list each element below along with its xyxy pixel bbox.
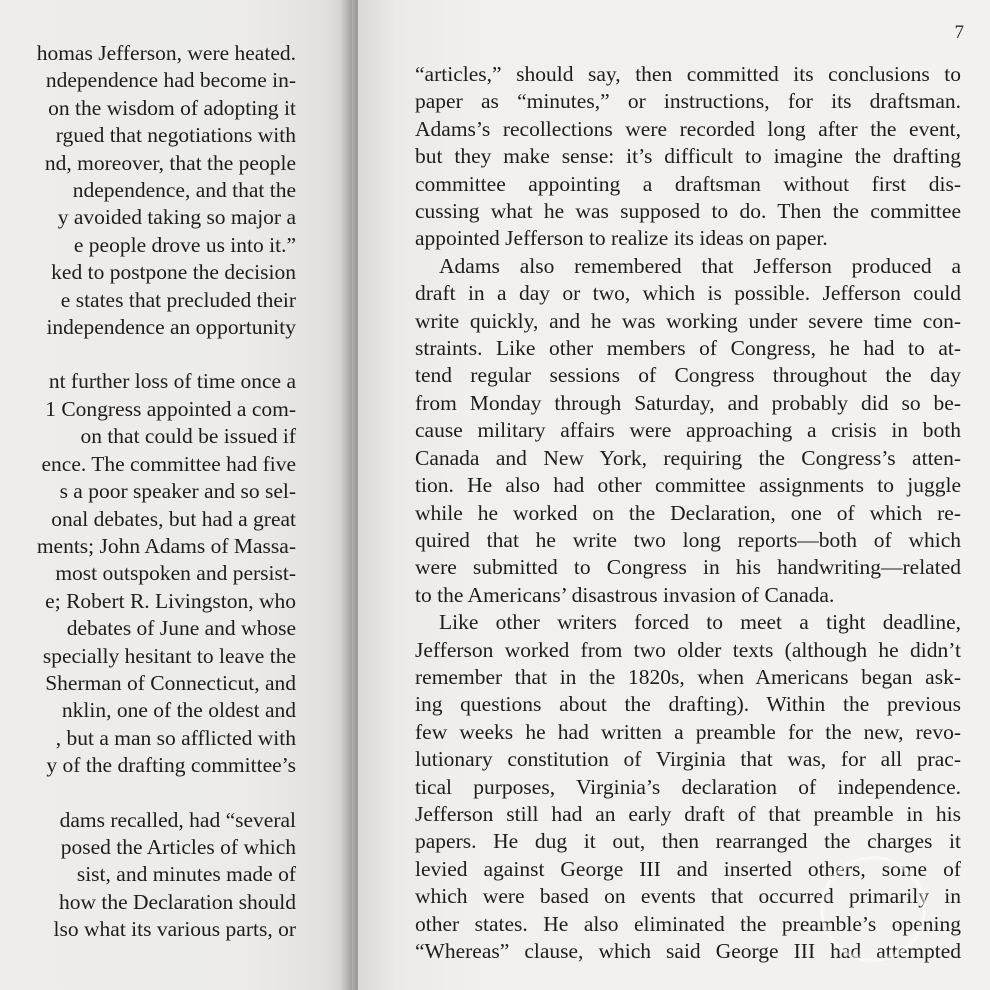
text-line: levied against George III and inserted others, some of <box>415 856 961 881</box>
text-line: posed the Articles of which <box>60 834 296 859</box>
text-line: dams recalled, had “several <box>59 807 296 832</box>
text-line: straints. Like other members of Congress, he had to at- <box>415 336 961 361</box>
text-line: most outspoken and persist- <box>55 561 296 586</box>
text-line: nt further loss of time once a <box>48 369 296 394</box>
text-line: independence an opportunity <box>46 315 296 340</box>
text-line: on that could be issued if <box>80 424 296 449</box>
text-line: ence. The committee had five <box>41 451 296 476</box>
text-line: from Monday through Saturday, and probably did so be- <box>415 390 961 415</box>
text-line: were submitted to Congress in his handwriting—related <box>415 555 961 580</box>
text-line: e people drove us into it.” <box>73 232 296 257</box>
text-line: Like other writers forced to meet a tight deadline, <box>439 610 961 635</box>
text-line: tical purposes, Virginia’s declaration of independence. <box>415 774 961 799</box>
text-line: write quickly, and he was working under severe time con- <box>415 308 961 333</box>
text-line: Jefferson still had an early draft of that preamble in his <box>415 801 961 826</box>
text-line: which were based on events that occurred primarily in <box>415 884 961 909</box>
text-line: , but a man so afflicted with <box>55 725 296 750</box>
text-line: s a poor speaker and so sel- <box>59 479 296 504</box>
text-line: homas Jefferson, were heated. <box>36 41 296 65</box>
text-line: to the Americans’ disastrous invasion of Canada. <box>415 582 835 607</box>
text-line: ing questions about the drafting). Within the previous <box>415 692 961 717</box>
text-line: e; Robert R. Livingston, who <box>45 588 296 613</box>
text-line: ked to postpone the decision <box>51 260 296 285</box>
text-line: onal debates, but had a great <box>51 506 296 531</box>
text-line: “articles,” should say, then committed its conclusions to <box>415 62 961 86</box>
text-line: e states that precluded their <box>60 287 296 312</box>
text-line: remember that in the 1820s, when Americans began ask- <box>415 664 961 689</box>
text-line: Adams also remembered that Jefferson produced a <box>439 253 961 278</box>
text-line: specially hesitant to leave the <box>42 643 296 668</box>
right-page-text <box>415 61 961 965</box>
text-line: Canada and New York, requiring the Congress’s atten- <box>415 445 961 470</box>
text-line: sist, and minutes made of <box>76 862 296 887</box>
text-line: lutionary constitution of Virginia that was, for all prac- <box>415 747 961 772</box>
text-line: papers. He dug it out, then rearranged the charges it <box>415 829 961 854</box>
text-line: while he worked on the Declaration, one of which re- <box>415 500 961 525</box>
text-line: nd, moreover, that the people <box>44 150 296 175</box>
text-line: but they make sense: it’s difficult to imagine the drafting <box>415 144 961 169</box>
text-line: nklin, one of the oldest and <box>61 698 296 723</box>
text-line: how the Declaration should <box>58 889 296 914</box>
text-line: tend regular sessions of Congress throughout the day <box>415 363 961 388</box>
text-line: draft in a day or two, which is possible. Jefferson could <box>415 281 961 306</box>
text-line: paper as “minutes,” or instructions, for its draftsman. <box>415 89 961 114</box>
text-line <box>37 780 296 807</box>
text-line: cussing what he was supposed to do. Then the committee <box>415 199 961 224</box>
text-line: debates of June and whose <box>66 616 296 641</box>
text-line: committee appointing a draftsman without first dis- <box>415 171 961 196</box>
text-line <box>37 341 296 368</box>
watermark-seal-icon <box>820 856 926 962</box>
text-line: few weeks he had written a preamble for the new, revo- <box>415 719 961 744</box>
text-line: other states. He also eliminated the preamble’s opening <box>415 911 961 936</box>
left-page-text <box>37 40 296 944</box>
text-line: lso what its various parts, or <box>53 917 296 942</box>
right-page <box>358 0 990 990</box>
text-line: quired that he write two long reports—both of which <box>415 527 961 552</box>
text-line: Sherman of Connecticut, and <box>45 670 296 695</box>
text-line: 1 Congress appointed a com- <box>45 396 296 421</box>
text-line: cause military affairs were approaching a crisis in both <box>415 418 961 443</box>
left-page <box>0 0 352 990</box>
text-line: rgued that negotiations with <box>55 123 296 148</box>
text-line: ndependence, and that the <box>72 178 296 203</box>
text-line: tion. He also had other committee assignments to juggle <box>415 473 961 498</box>
text-line: “Whereas” clause, which said George III had attempted <box>415 939 961 963</box>
text-line: ments; John Adams of Massa- <box>36 533 296 558</box>
text-line: Jefferson worked from two older texts (although he didn’t <box>415 637 961 662</box>
page-number: 7 <box>954 22 964 43</box>
text-line: on the wisdom of adopting it <box>48 95 296 120</box>
text-line: ndependence had become in- <box>45 68 296 93</box>
text-line: Adams’s recollections were recorded long after the event, <box>415 116 961 141</box>
text-line: y avoided taking so major a <box>57 205 296 230</box>
text-line: y of the drafting committee’s <box>46 753 296 778</box>
text-line: appointed Jefferson to realize its ideas on paper. <box>415 226 828 251</box>
